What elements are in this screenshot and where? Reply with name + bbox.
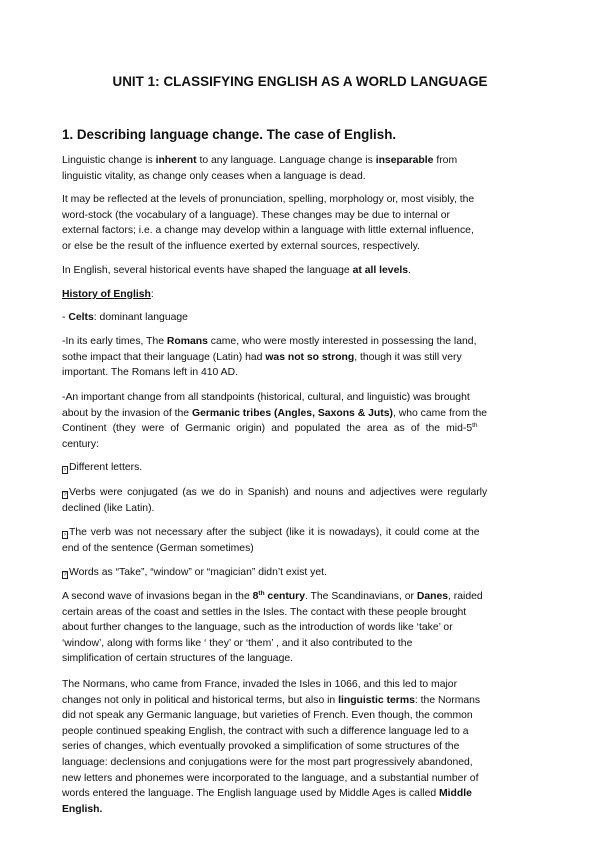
bullet-verbs-conjugated: ? Verbs were conjugated (as we do in Spanish) and nouns and adjectives were regularly declined (like Latin). xyxy=(62,487,488,514)
checkbox-glyph-icon: › xyxy=(64,532,66,538)
bullet-verb-position: › The verb was not necessary after the subject (like it is nowadays), it could come at the end of the sentence (German sometimes) xyxy=(62,527,480,554)
paragraph-inherent: Linguistic change is inherent to any language. Language change is inseparable from linguistic vitality, as change only ceases when a language is dead. xyxy=(62,155,458,182)
bullet-words-not-existing: ? Words as “Take”, “window” or “magician” didn’t exist yet. xyxy=(63,567,327,578)
paragraph-historical-events: In English, several historical events have shaped the language at all levels. xyxy=(62,265,411,276)
romans-paragraph: -In its early times, The Romans came, who were mostly interested in possessing the land, sothe impact that their language (Latin) had was not so strong, though it was still very important. The Romans left in 410 AD. xyxy=(62,336,477,379)
checkbox-glyph-icon: ? xyxy=(63,492,67,498)
paragraph-levels: It may be reflected at the levels of pronunciation, spelling, morphology or, most visibly, the word-stock (the vocabulary of a language). These changes may be due to internal or external factors; i.e. a change may develop within a language with little external influence, or else be the result of the influence exerted by external sources, respectively. xyxy=(62,194,475,252)
celts-item: - Celts: dominant language xyxy=(62,312,188,323)
checkbox-glyph-icon: ? xyxy=(63,572,67,578)
danes-paragraph: A second wave of invasions began in the 8th century. The Scandinavians, or Danes, raided certain areas of the coast and settles in the Isles. The contact with these people brought about further changes to the language, such as the introduction of words like ‘take’ or ‘window’, along with forms like ‘ they’ or ‘them’ , and it also contributed to the simplification of certain structures of the language. xyxy=(62,590,483,665)
unit-title: UNIT 1: CLASSIFYING ENGLISH AS A WORLD LANGUAGE xyxy=(112,74,488,89)
history-heading: History of English: xyxy=(62,289,154,300)
checkbox-glyph-icon: › xyxy=(64,467,66,473)
germanic-paragraph: -An important change from all standpoints (historical, cultural, and linguistic) was brought about by the invasion of the Germanic tribes (Angles, Saxons & Juts), who came from the Continent (they were of Germanic origin) and populated the area as of the mid-5th century: xyxy=(62,392,488,450)
normans-paragraph: The Normans, who came from France, invaded the Isles in 1066, and this led to major changes not only in political and historical terms, but also in linguistic terms: the Normans did not speak any Germanic language, but varieties of French. Even though, the common people continued speaking English, the contract with such a difference language led to a series of changes, which eventually provoked a simplification of some structures of the language: declensions and conjugations were for the most part progressively abandoned, new letters and phonemes were incorporated to the language, and a substantial number of words entered the language. The English language used by Middle Ages is called Middle English. xyxy=(62,679,481,815)
bullet-different-letters: › Different letters. xyxy=(64,462,143,473)
section-heading: 1. Describing language change. The case of English. xyxy=(62,127,397,142)
